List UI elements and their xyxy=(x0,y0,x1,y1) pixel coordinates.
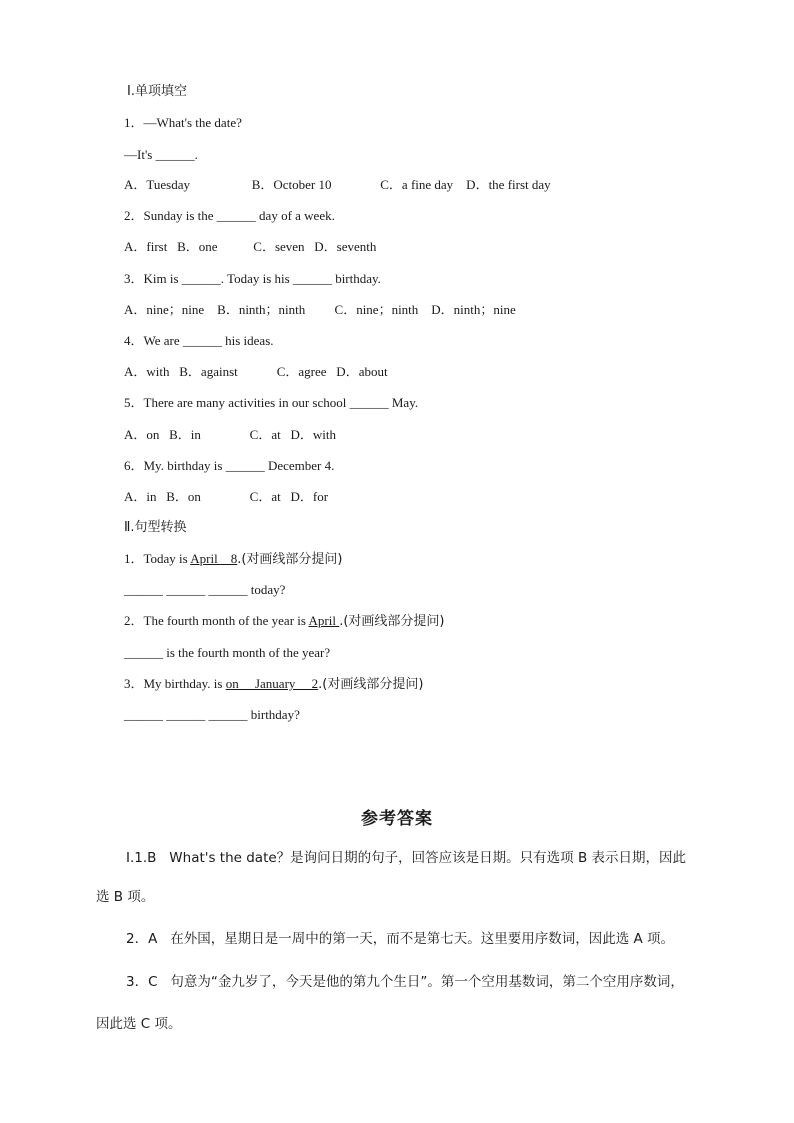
transform-item-3 xyxy=(124,676,423,693)
answers-title: 参考答案 xyxy=(361,809,433,829)
question-3-options: A．nine；nine B．ninth；ninth C．nine；ninth D．ninth；nine xyxy=(124,302,516,317)
transform-item-2-answer: ______ is the fourth month of the year? xyxy=(124,645,331,660)
answer-line-1: Ⅰ.1.B What's the date？是询问日期的句子，回答应该是日期。只有选项 B 表示日期，因此 xyxy=(126,850,687,866)
transform-item-1-answer: ______ ______ ______ today? xyxy=(124,582,286,597)
question-2: 2．Sunday is the ______ day of a week. xyxy=(124,208,335,223)
question-5: 5．There are many activities in our school ______ May. xyxy=(124,395,419,410)
transform-item-2 xyxy=(124,613,444,630)
item-3-suffix: .(对画线部分提问) xyxy=(318,677,424,692)
item-1-prefix: 1．Today is xyxy=(124,551,191,566)
answer-line-4: 3．C 句意为“金九岁了，今天是他的第九个生日”。第一个空用基数词，第二个空用序数词， xyxy=(126,974,684,990)
question-2-options: A．first B．one C．seven D．seventh xyxy=(124,239,377,254)
item-2-prefix: 2．The fourth month of the year is xyxy=(124,613,309,628)
item-1-underlined: April 8 xyxy=(190,551,238,566)
question-6: 6．My. birthday is ______ December 4. xyxy=(124,458,335,473)
question-1-line2: —It's ______. xyxy=(124,147,198,162)
item-2-suffix: .(对画线部分提问) xyxy=(339,614,445,629)
transform-item-1 xyxy=(124,551,343,568)
answer-line-5: 因此选 C 项。 xyxy=(96,1016,182,1032)
question-6-options: A．in B．on C．at D．for xyxy=(124,489,329,504)
transform-item-3-answer: ______ ______ ______ birthday? xyxy=(124,707,300,722)
answer-line-2: 选 B 项。 xyxy=(96,889,155,905)
question-3: 3．Kim is ______. Today is his ______ birthday. xyxy=(124,271,381,286)
item-3-underlined: on January 2 xyxy=(225,676,319,691)
question-4: 4．We are ______ his ideas. xyxy=(124,333,274,348)
item-2-underlined: April xyxy=(308,613,340,628)
question-1-line1: 1．—What's the date? xyxy=(124,115,242,130)
section2-heading: Ⅱ.句型转换 xyxy=(124,520,187,535)
answer-line-3: 2．A 在外国，星期日是一周中的第一天，而不是第七天。这里要用序数词，因此选 A 项。 xyxy=(126,931,675,947)
item-3-prefix: 3．My birthday. is xyxy=(124,676,226,691)
question-4-options: A．with B．against C．agree D．about xyxy=(124,364,388,379)
question-1-options: A．Tuesday B．October 10 C．a fine day D．the first day xyxy=(124,177,551,192)
question-5-options: A．on B．in C．at D．with xyxy=(124,427,336,442)
item-1-suffix: .(对画线部分提问) xyxy=(237,552,343,567)
section1-heading: Ⅰ.单项填空 xyxy=(127,84,187,99)
